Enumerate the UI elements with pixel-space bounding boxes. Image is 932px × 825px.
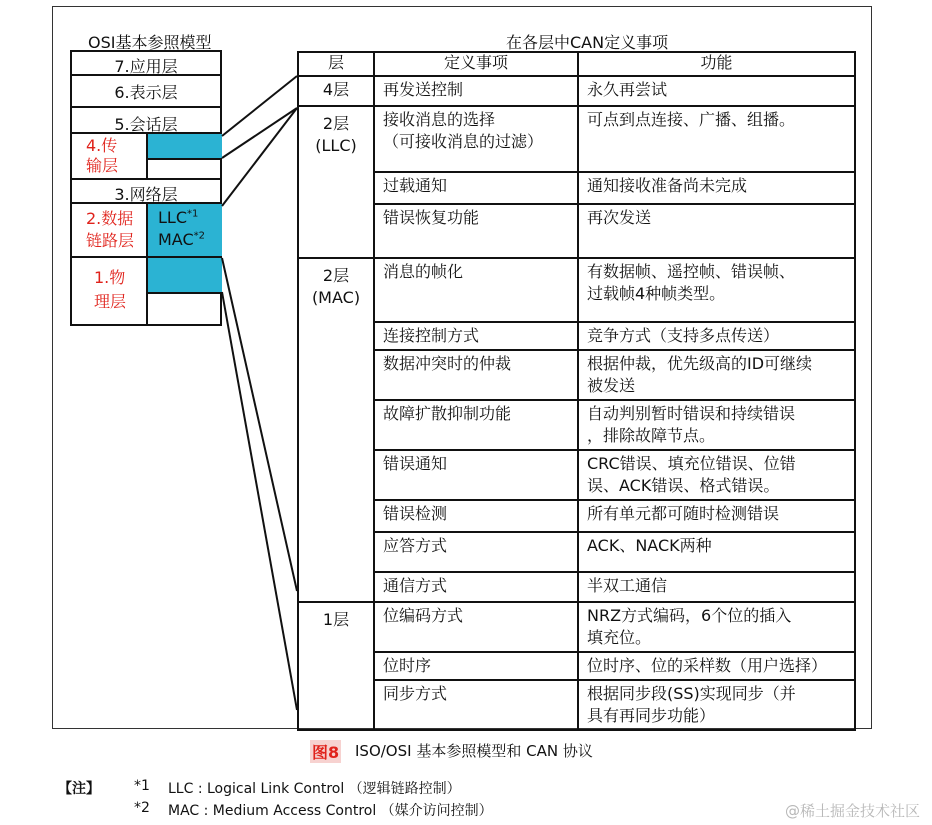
layer-cell: 4层 [298,76,374,106]
table-row [298,106,855,172]
layer-cell: 1层 [298,602,374,730]
note-1-mark: *1 [134,778,150,794]
caption-text: ISO/OSI 基本参照模型和 CAN 协议 [355,742,593,760]
osi-layer-5-label: 5.会话层 [114,115,178,134]
item-cell: 错误通知 [374,450,578,500]
table-row [298,500,855,532]
item-cell: 故障扩散抑制功能 [374,400,578,450]
function-cell: 位时序、位的采样数（用户选择） [578,652,855,680]
osi-layer-4-label: 4.传 输层 [86,136,119,175]
layer-cell: 2层 (MAC) [298,258,374,602]
function-cell: 再次发送 [578,204,855,258]
mac-text: MAC [158,230,194,249]
table-row [298,76,855,106]
function-cell: 通知接收准备尚未完成 [578,172,855,204]
note-2-text: MAC : Medium Access Control （媒介访问控制） [168,803,493,819]
connector-l2-bottom [222,258,297,591]
table-row [298,322,855,350]
connector-l1-bottom [222,292,297,710]
item-cell: 同步方式 [374,680,578,730]
notes-heading: 【注】 [58,781,100,797]
item-cell: 通信方式 [374,572,578,602]
table-row [298,532,855,572]
function-cell: NRZ方式编码，6个位的插入 填充位。 [578,602,855,652]
header-layer: 层 [298,52,374,76]
item-cell: 错误检测 [374,500,578,532]
table-row [298,350,855,400]
mac-mark: *2 [193,230,206,242]
item-cell: 消息的帧化 [374,258,578,322]
connector-l2-top [222,108,297,206]
item-cell: 数据冲突时的仲裁 [374,350,578,400]
item-cell: 再发送控制 [374,76,578,106]
function-cell: 根据仲裁，优先级高的ID可继续 被发送 [578,350,855,400]
osi-layer-7-label: 7.应用层 [114,57,178,76]
header-function: 功能 [578,52,855,76]
function-cell: 永久再尝试 [578,76,855,106]
function-cell: 竞争方式（支持多点传送） [578,322,855,350]
connector-l4-top [222,76,297,136]
function-cell: 根据同步段(SS)实现同步（并 具有再同步功能） [578,680,855,730]
table-row [298,258,855,322]
osi-layer-2-label: 2.数据 链路层 [86,209,135,250]
note-2-mark: *2 [134,800,150,816]
watermark: @稀土掘金技术社区 [784,802,920,820]
connector-l4-bottom [222,108,297,158]
item-cell: 应答方式 [374,532,578,572]
llc-mac-separator [297,257,373,259]
osi-title: OSI基本参照模型 [88,33,212,52]
llc-text: LLC [158,208,187,227]
osi-layer-3-label: 3.网络层 [114,185,178,204]
item-cell: 错误恢复功能 [374,204,578,258]
item-cell: 位时序 [374,652,578,680]
caption-figure-number: 图8 [310,740,341,763]
function-cell: 半双工通信 [578,572,855,602]
header-item: 定义事项 [374,52,578,76]
function-cell: CRC错误、填充位错误、位错 误、ACK错误、格式错误。 [578,450,855,500]
table-row [298,572,855,602]
function-cell: ACK、NACK两种 [578,532,855,572]
can-title: 在各层中CAN定义事项 [506,33,669,52]
layer-cell: 2层 (LLC) [298,106,374,258]
function-cell: 可点到点连接、广播、组播。 [578,106,855,172]
item-cell: 连接控制方式 [374,322,578,350]
item-cell: 过载通知 [374,172,578,204]
llc-mark: *1 [187,208,199,220]
table-row [298,400,855,450]
table-row [298,602,855,652]
can-table [297,51,856,731]
can-table-header [298,52,855,76]
item-cell: 接收消息的选择 （可接收消息的过滤） [374,106,578,172]
table-row [298,450,855,500]
osi-layer-1-label: 1.物 理层 [94,268,127,311]
table-row [298,204,855,258]
function-cell: 自动判别暂时错误和持续错误 ，排除故障节点。 [578,400,855,450]
function-cell: 有数据帧、遥控帧、错误帧、 过载帧4种帧类型。 [578,258,855,322]
note-1-text: LLC : Logical Link Control （逻辑链路控制） [168,781,461,797]
osi-layer-6-label: 6.表示层 [114,83,178,102]
function-cell: 所有单元都可随时检测错误 [578,500,855,532]
table-row [298,680,855,730]
item-cell: 位编码方式 [374,602,578,652]
table-row [298,172,855,204]
table-row [298,652,855,680]
